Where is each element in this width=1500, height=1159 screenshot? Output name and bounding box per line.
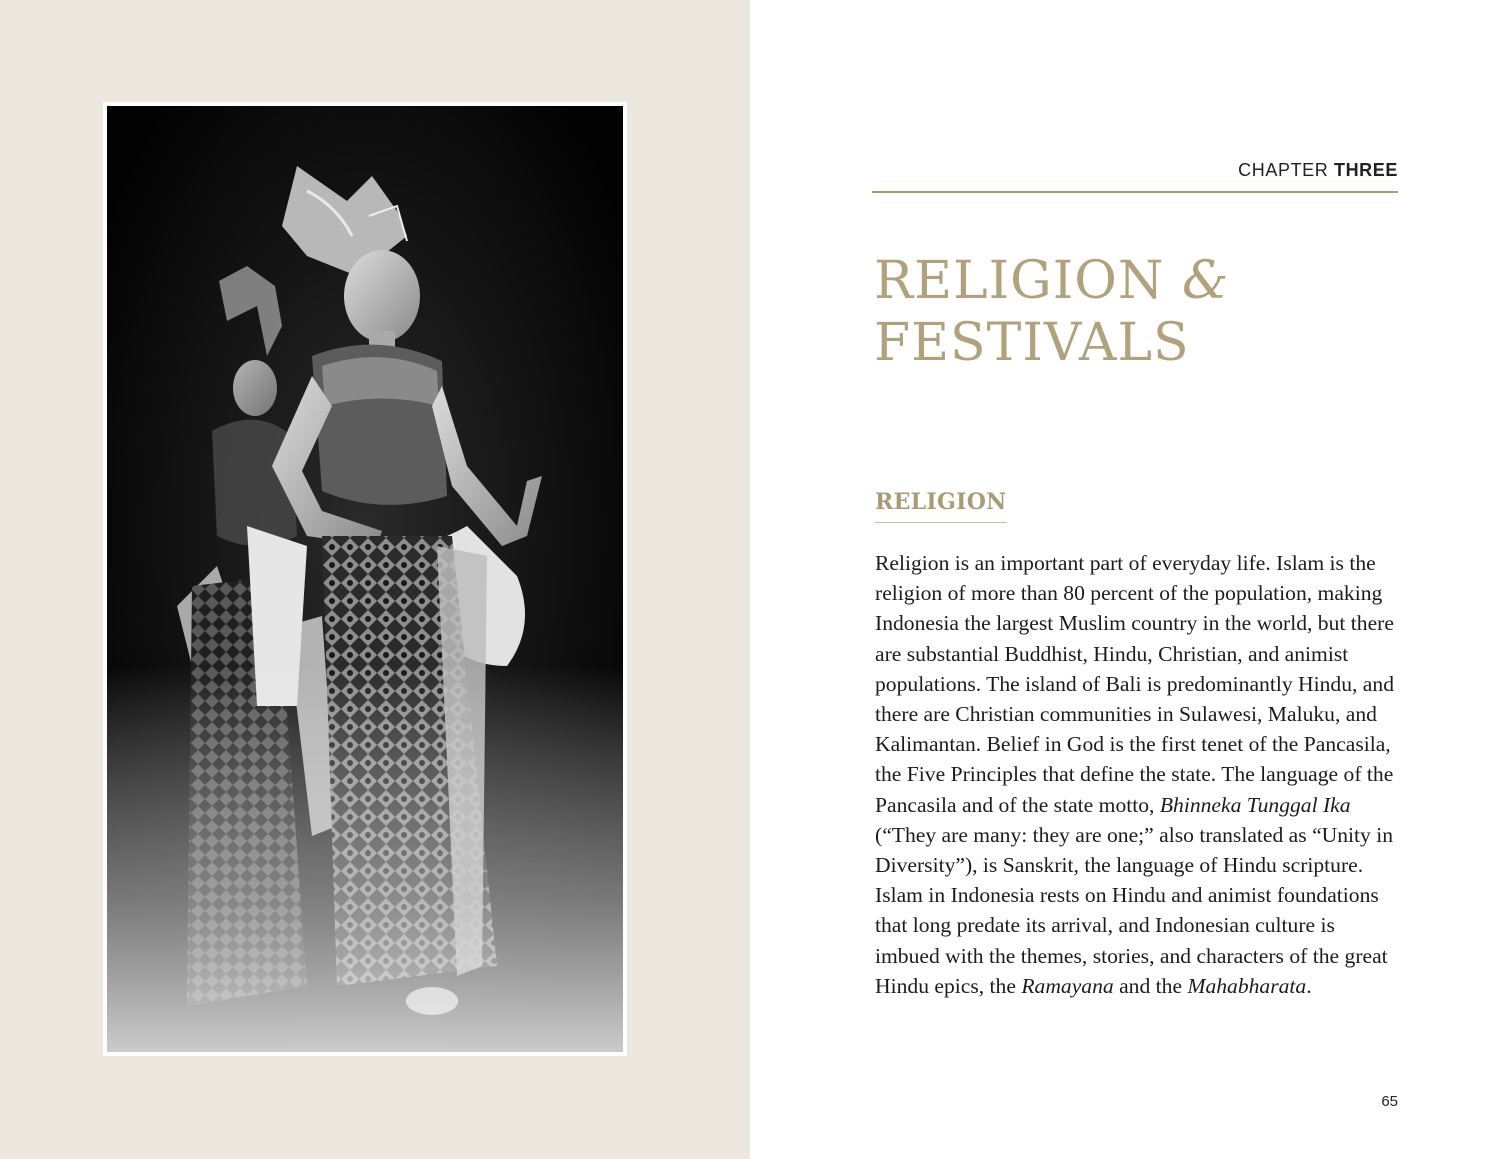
body-text-part3: and the xyxy=(1113,973,1188,998)
page-number: 65 xyxy=(1381,1093,1398,1110)
photo-frame xyxy=(103,102,627,1056)
epic-mahabharata: Mahabharata xyxy=(1187,973,1307,998)
dancers-illustration xyxy=(107,106,623,1052)
body-text-part2: (“They are many: they are one;” also translated as “Unity in Diversity”), is Sanskrit, the language of Hindu scripture. Islam in Indonesia rests on Hindu and animist foundations that long predate its arrival, and Indonesian culture is imbued with the themes, stories, and characters of the great Hindu epics, the xyxy=(875,822,1394,998)
dancer-photo xyxy=(107,106,623,1052)
chapter-label-number: THREE xyxy=(1333,160,1398,180)
chapter-label xyxy=(1238,160,1398,181)
body-text-part1: Religion is an important part of everyday life. Islam is the religion of more than 80 percent of the population, making Indonesia the largest Muslim country in the world, but there are substantial Buddhist, Hindu, Christian, and animist populations. The island of Bali is predominantly Hindu, and there are Christian communities in Sulawesi, Maluku, and Kalimantan. Belief in God is the first tenet of the Pancasila, the Five Principles that define the state. The language of the Pancasila and of the state motto, xyxy=(875,551,1394,817)
body-paragraph xyxy=(875,548,1405,1001)
state-motto: Bhinneka Tunggal Ika xyxy=(1159,792,1351,817)
chapter-title-line1: RELIGION xyxy=(874,251,1165,311)
section-heading: RELIGION xyxy=(875,489,1007,523)
chapter-title-ampersand: & xyxy=(1181,251,1230,311)
chapter-rule xyxy=(872,191,1398,193)
chapter-label-prefix: CHAPTER xyxy=(1238,160,1329,180)
chapter-title-line2: FESTIVALS xyxy=(874,313,1190,373)
chapter-title xyxy=(874,250,1394,374)
right-page xyxy=(750,0,1500,1159)
body-text-part4: . xyxy=(1306,973,1312,998)
epic-ramayana: Ramayana xyxy=(1021,973,1114,998)
